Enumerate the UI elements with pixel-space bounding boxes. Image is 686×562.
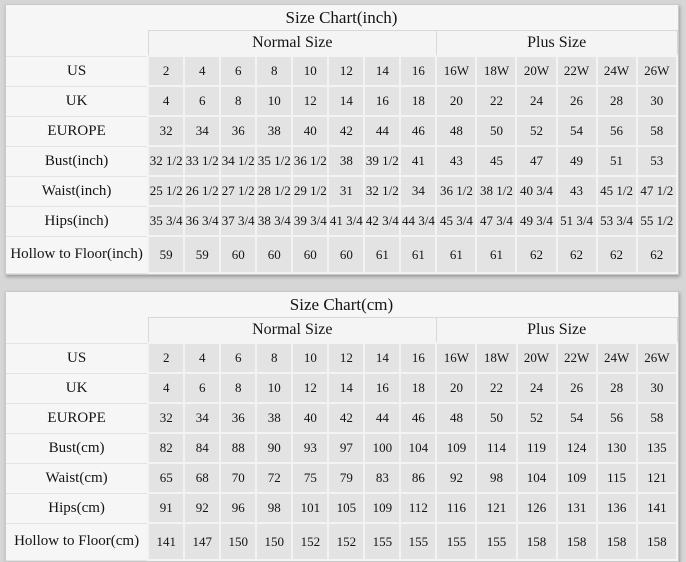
size-chart-inch-table: [6, 5, 678, 274]
table-cell: 26: [557, 373, 597, 403]
table-cell: 90: [256, 433, 292, 463]
table-cell: 121: [476, 493, 516, 523]
table-cell: 158: [557, 523, 597, 560]
table-cell: 32 1/2: [148, 146, 184, 176]
table-cell: 155: [364, 523, 400, 560]
table-cell: 16: [400, 343, 436, 373]
table-cell: 46: [400, 116, 436, 146]
table-cell: 44: [364, 116, 400, 146]
table-cell: 109: [557, 463, 597, 493]
table-cell: 49 3/4: [516, 206, 556, 236]
table-cell: 58: [637, 116, 677, 146]
table-cell: 53: [637, 146, 677, 176]
table-cell: 91: [148, 493, 184, 523]
table-cell: 97: [328, 433, 364, 463]
table-cell: 83: [364, 463, 400, 493]
table-cell: 38 3/4: [256, 206, 292, 236]
table-cell: 109: [436, 433, 476, 463]
table-cell: 4: [148, 373, 184, 403]
table-cell: 28: [597, 86, 637, 116]
table-cell: 88: [220, 433, 256, 463]
chart-title: Size Chart(inch): [6, 5, 677, 31]
table-row: [6, 116, 677, 146]
table-row: [6, 146, 677, 176]
table-cell: 62: [516, 236, 556, 273]
table-cell: 10: [292, 56, 328, 86]
table-cell: 141: [637, 493, 677, 523]
table-cell: 52: [517, 403, 557, 433]
table-cell: 38: [328, 146, 364, 176]
table-cell: 155: [476, 523, 516, 560]
table-cell: 42: [328, 116, 364, 146]
table-cell: 36: [220, 116, 256, 146]
table-row: [6, 86, 677, 116]
table-cell: 155: [400, 523, 436, 560]
table-cell: 6: [220, 56, 256, 86]
table-cell: 43: [557, 176, 597, 206]
table-cell: 24W: [597, 56, 637, 86]
table-cell: 104: [517, 463, 557, 493]
table-cell: 104: [400, 433, 436, 463]
table-cell: 12: [292, 373, 328, 403]
table-cell: 10: [256, 373, 292, 403]
table-cell: 29 1/2: [292, 176, 328, 206]
table-cell: 20W: [517, 343, 557, 373]
table-cell: 61: [400, 236, 436, 273]
table-cell: 20: [436, 373, 476, 403]
table-cell: 62: [637, 236, 677, 273]
table-cell: 4: [148, 86, 184, 116]
table-cell: 6: [184, 86, 220, 116]
table-cell: 39 1/2: [364, 146, 400, 176]
row-label: Bust(cm): [6, 433, 148, 463]
table-cell: 28 1/2: [256, 176, 292, 206]
table-cell: 121: [637, 463, 677, 493]
table-cell: 14: [328, 373, 364, 403]
table-cell: 100: [364, 433, 400, 463]
table-cell: 36 1/2: [292, 146, 328, 176]
table-cell: 150: [256, 523, 292, 560]
table-cell: 93: [292, 433, 328, 463]
table-row: [6, 403, 677, 433]
table-cell: 55 1/2: [637, 206, 677, 236]
table-cell: 31: [328, 176, 364, 206]
table-cell: 70: [220, 463, 256, 493]
table-cell: 16: [364, 373, 400, 403]
table-cell: 6: [220, 343, 256, 373]
table-cell: 14: [328, 86, 364, 116]
row-label: UK: [6, 86, 148, 116]
table-row: [6, 463, 677, 493]
table-cell: 141: [148, 523, 184, 560]
table-cell: 38: [256, 116, 292, 146]
table-cell: 38: [256, 403, 292, 433]
table-cell: 22W: [557, 343, 597, 373]
table-cell: 30: [637, 86, 677, 116]
table-cell: 32 1/2: [364, 176, 400, 206]
table-cell: 8: [220, 373, 256, 403]
table-cell: 41 3/4: [328, 206, 364, 236]
table-cell: 8: [256, 343, 292, 373]
table-cell: 35 3/4: [148, 206, 184, 236]
table-row: [6, 523, 677, 560]
table-cell: 46: [400, 403, 436, 433]
table-cell: 98: [476, 463, 516, 493]
table-cell: 18: [400, 373, 436, 403]
table-cell: 10: [256, 86, 292, 116]
table-cell: 47: [516, 146, 556, 176]
table-cell: 61: [436, 236, 476, 273]
table-cell: 26W: [637, 343, 677, 373]
table-cell: 60: [256, 236, 292, 273]
table-cell: 24: [516, 86, 556, 116]
table-cell: 48: [436, 116, 476, 146]
table-cell: 84: [184, 433, 220, 463]
table-row: [6, 433, 677, 463]
table-row: [6, 176, 677, 206]
table-cell: 12: [328, 56, 364, 86]
table-cell: 2: [148, 343, 184, 373]
table-cell: 30: [637, 373, 677, 403]
table-cell: 116: [436, 493, 476, 523]
table-cell: 34: [184, 116, 220, 146]
table-cell: 41: [400, 146, 436, 176]
table-cell: 22W: [557, 56, 597, 86]
table-row: [6, 343, 677, 373]
table-cell: 47 1/2: [637, 176, 677, 206]
table-cell: 61: [476, 236, 516, 273]
table-cell: 115: [597, 463, 637, 493]
table-row: [6, 206, 677, 236]
table-cell: 112: [400, 493, 436, 523]
table-cell: 18W: [476, 56, 516, 86]
row-label: EUROPE: [6, 116, 148, 146]
table-cell: 92: [436, 463, 476, 493]
table-cell: 53 3/4: [597, 206, 637, 236]
row-label: US: [6, 343, 148, 373]
table-cell: 56: [597, 116, 637, 146]
table-cell: 59: [148, 236, 184, 273]
table-body: [6, 343, 677, 560]
table-row: [6, 493, 677, 523]
table-cell: 50: [476, 403, 516, 433]
table-cell: 24W: [597, 343, 637, 373]
corner-spacer: [6, 31, 148, 57]
table-cell: 96: [220, 493, 256, 523]
table-cell: 34: [400, 176, 436, 206]
table-cell: 37 3/4: [220, 206, 256, 236]
table-cell: 150: [220, 523, 256, 560]
row-label: Waist(inch): [6, 176, 148, 206]
table-cell: 101: [292, 493, 328, 523]
column-group-row: [6, 31, 677, 57]
table-cell: 12: [328, 343, 364, 373]
table-cell: 98: [256, 493, 292, 523]
table-cell: 12: [292, 86, 328, 116]
table-cell: 158: [517, 523, 557, 560]
table-cell: 131: [557, 493, 597, 523]
table-cell: 136: [597, 493, 637, 523]
table-cell: 152: [328, 523, 364, 560]
table-cell: 58: [637, 403, 677, 433]
table-cell: 8: [220, 86, 256, 116]
table-cell: 27 1/2: [220, 176, 256, 206]
row-label: UK: [6, 373, 148, 403]
table-cell: 60: [328, 236, 364, 273]
table-cell: 65: [148, 463, 184, 493]
table-cell: 18W: [476, 343, 516, 373]
table-cell: 32: [148, 116, 184, 146]
table-cell: 22: [476, 86, 516, 116]
table-cell: 35 1/2: [256, 146, 292, 176]
table-cell: 16: [364, 86, 400, 116]
table-cell: 158: [597, 523, 637, 560]
table-cell: 26 1/2: [184, 176, 220, 206]
table-cell: 16: [400, 56, 436, 86]
table-cell: 39 3/4: [292, 206, 328, 236]
table-cell: 45 1/2: [597, 176, 637, 206]
table-cell: 47 3/4: [476, 206, 516, 236]
row-label: US: [6, 56, 148, 86]
table-cell: 126: [517, 493, 557, 523]
table-cell: 40: [292, 116, 328, 146]
table-cell: 44: [364, 403, 400, 433]
table-cell: 130: [597, 433, 637, 463]
chart-title: Size Chart(cm): [6, 292, 677, 318]
row-label: Hips(inch): [6, 206, 148, 236]
table-cell: 16W: [436, 56, 476, 86]
row-label: Bust(inch): [6, 146, 148, 176]
table-cell: 22: [476, 373, 516, 403]
table-cell: 59: [184, 236, 220, 273]
table-cell: 14: [364, 343, 400, 373]
row-label: Waist(cm): [6, 463, 148, 493]
table-cell: 18: [400, 86, 436, 116]
table-row: [6, 236, 677, 273]
table-cell: 40 3/4: [516, 176, 556, 206]
table-cell: 6: [184, 373, 220, 403]
column-group-header: Plus Size: [436, 31, 677, 57]
table-cell: 45 3/4: [436, 206, 476, 236]
table-cell: 16W: [436, 343, 476, 373]
table-cell: 114: [476, 433, 516, 463]
corner-spacer: [6, 318, 148, 344]
table-cell: 4: [184, 56, 220, 86]
table-row: [6, 56, 677, 86]
row-label: EUROPE: [6, 403, 148, 433]
column-group-row: [6, 318, 677, 344]
table-cell: 60: [292, 236, 328, 273]
table-cell: 54: [557, 116, 597, 146]
row-label: Hips(cm): [6, 493, 148, 523]
table-cell: 68: [184, 463, 220, 493]
table-cell: 14: [364, 56, 400, 86]
table-cell: 34 1/2: [220, 146, 256, 176]
table-cell: 124: [557, 433, 597, 463]
table-cell: 48: [436, 403, 476, 433]
table-cell: 43: [436, 146, 476, 176]
table-cell: 75: [292, 463, 328, 493]
table-cell: 26: [557, 86, 597, 116]
size-chart-inch: [5, 4, 679, 275]
table-cell: 36: [220, 403, 256, 433]
row-label: Hollow to Floor(cm): [6, 523, 148, 560]
table-cell: 82: [148, 433, 184, 463]
table-cell: 25 1/2: [148, 176, 184, 206]
table-cell: 34: [184, 403, 220, 433]
table-cell: 36 3/4: [184, 206, 220, 236]
table-cell: 28: [597, 373, 637, 403]
table-cell: 119: [517, 433, 557, 463]
table-cell: 8: [256, 56, 292, 86]
table-cell: 62: [597, 236, 637, 273]
table-cell: 92: [184, 493, 220, 523]
table-cell: 33 1/2: [184, 146, 220, 176]
table-cell: 42 3/4: [364, 206, 400, 236]
table-cell: 152: [292, 523, 328, 560]
title-row: [6, 5, 677, 31]
table-cell: 10: [292, 343, 328, 373]
table-cell: 79: [328, 463, 364, 493]
title-row: [6, 292, 677, 318]
size-chart-cm-table: [6, 292, 678, 561]
table-cell: 54: [557, 403, 597, 433]
table-cell: 40: [292, 403, 328, 433]
table-cell: 147: [184, 523, 220, 560]
table-cell: 52: [516, 116, 556, 146]
column-group-header: Normal Size: [148, 318, 436, 344]
table-cell: 36 1/2: [436, 176, 476, 206]
table-cell: 105: [328, 493, 364, 523]
row-label: Hollow to Floor(inch): [6, 236, 148, 273]
table-cell: 50: [476, 116, 516, 146]
table-cell: 49: [557, 146, 597, 176]
table-cell: 32: [148, 403, 184, 433]
table-cell: 155: [436, 523, 476, 560]
table-cell: 42: [328, 403, 364, 433]
table-cell: 86: [400, 463, 436, 493]
table-cell: 2: [148, 56, 184, 86]
table-cell: 24: [517, 373, 557, 403]
table-cell: 56: [597, 403, 637, 433]
size-chart-cm: [5, 291, 679, 562]
table-cell: 45: [476, 146, 516, 176]
table-cell: 20W: [516, 56, 556, 86]
table-cell: 51 3/4: [557, 206, 597, 236]
table-body: [6, 56, 677, 273]
table-cell: 26W: [637, 56, 677, 86]
table-cell: 51: [597, 146, 637, 176]
table-cell: 109: [364, 493, 400, 523]
table-cell: 72: [256, 463, 292, 493]
table-cell: 20: [436, 86, 476, 116]
column-group-header: Normal Size: [148, 31, 436, 57]
table-cell: 158: [637, 523, 677, 560]
table-cell: 62: [557, 236, 597, 273]
table-cell: 135: [637, 433, 677, 463]
table-cell: 4: [184, 343, 220, 373]
table-cell: 60: [220, 236, 256, 273]
table-cell: 44 3/4: [400, 206, 436, 236]
table-cell: 61: [364, 236, 400, 273]
column-group-header: Plus Size: [436, 318, 677, 344]
table-cell: 38 1/2: [476, 176, 516, 206]
table-row: [6, 373, 677, 403]
